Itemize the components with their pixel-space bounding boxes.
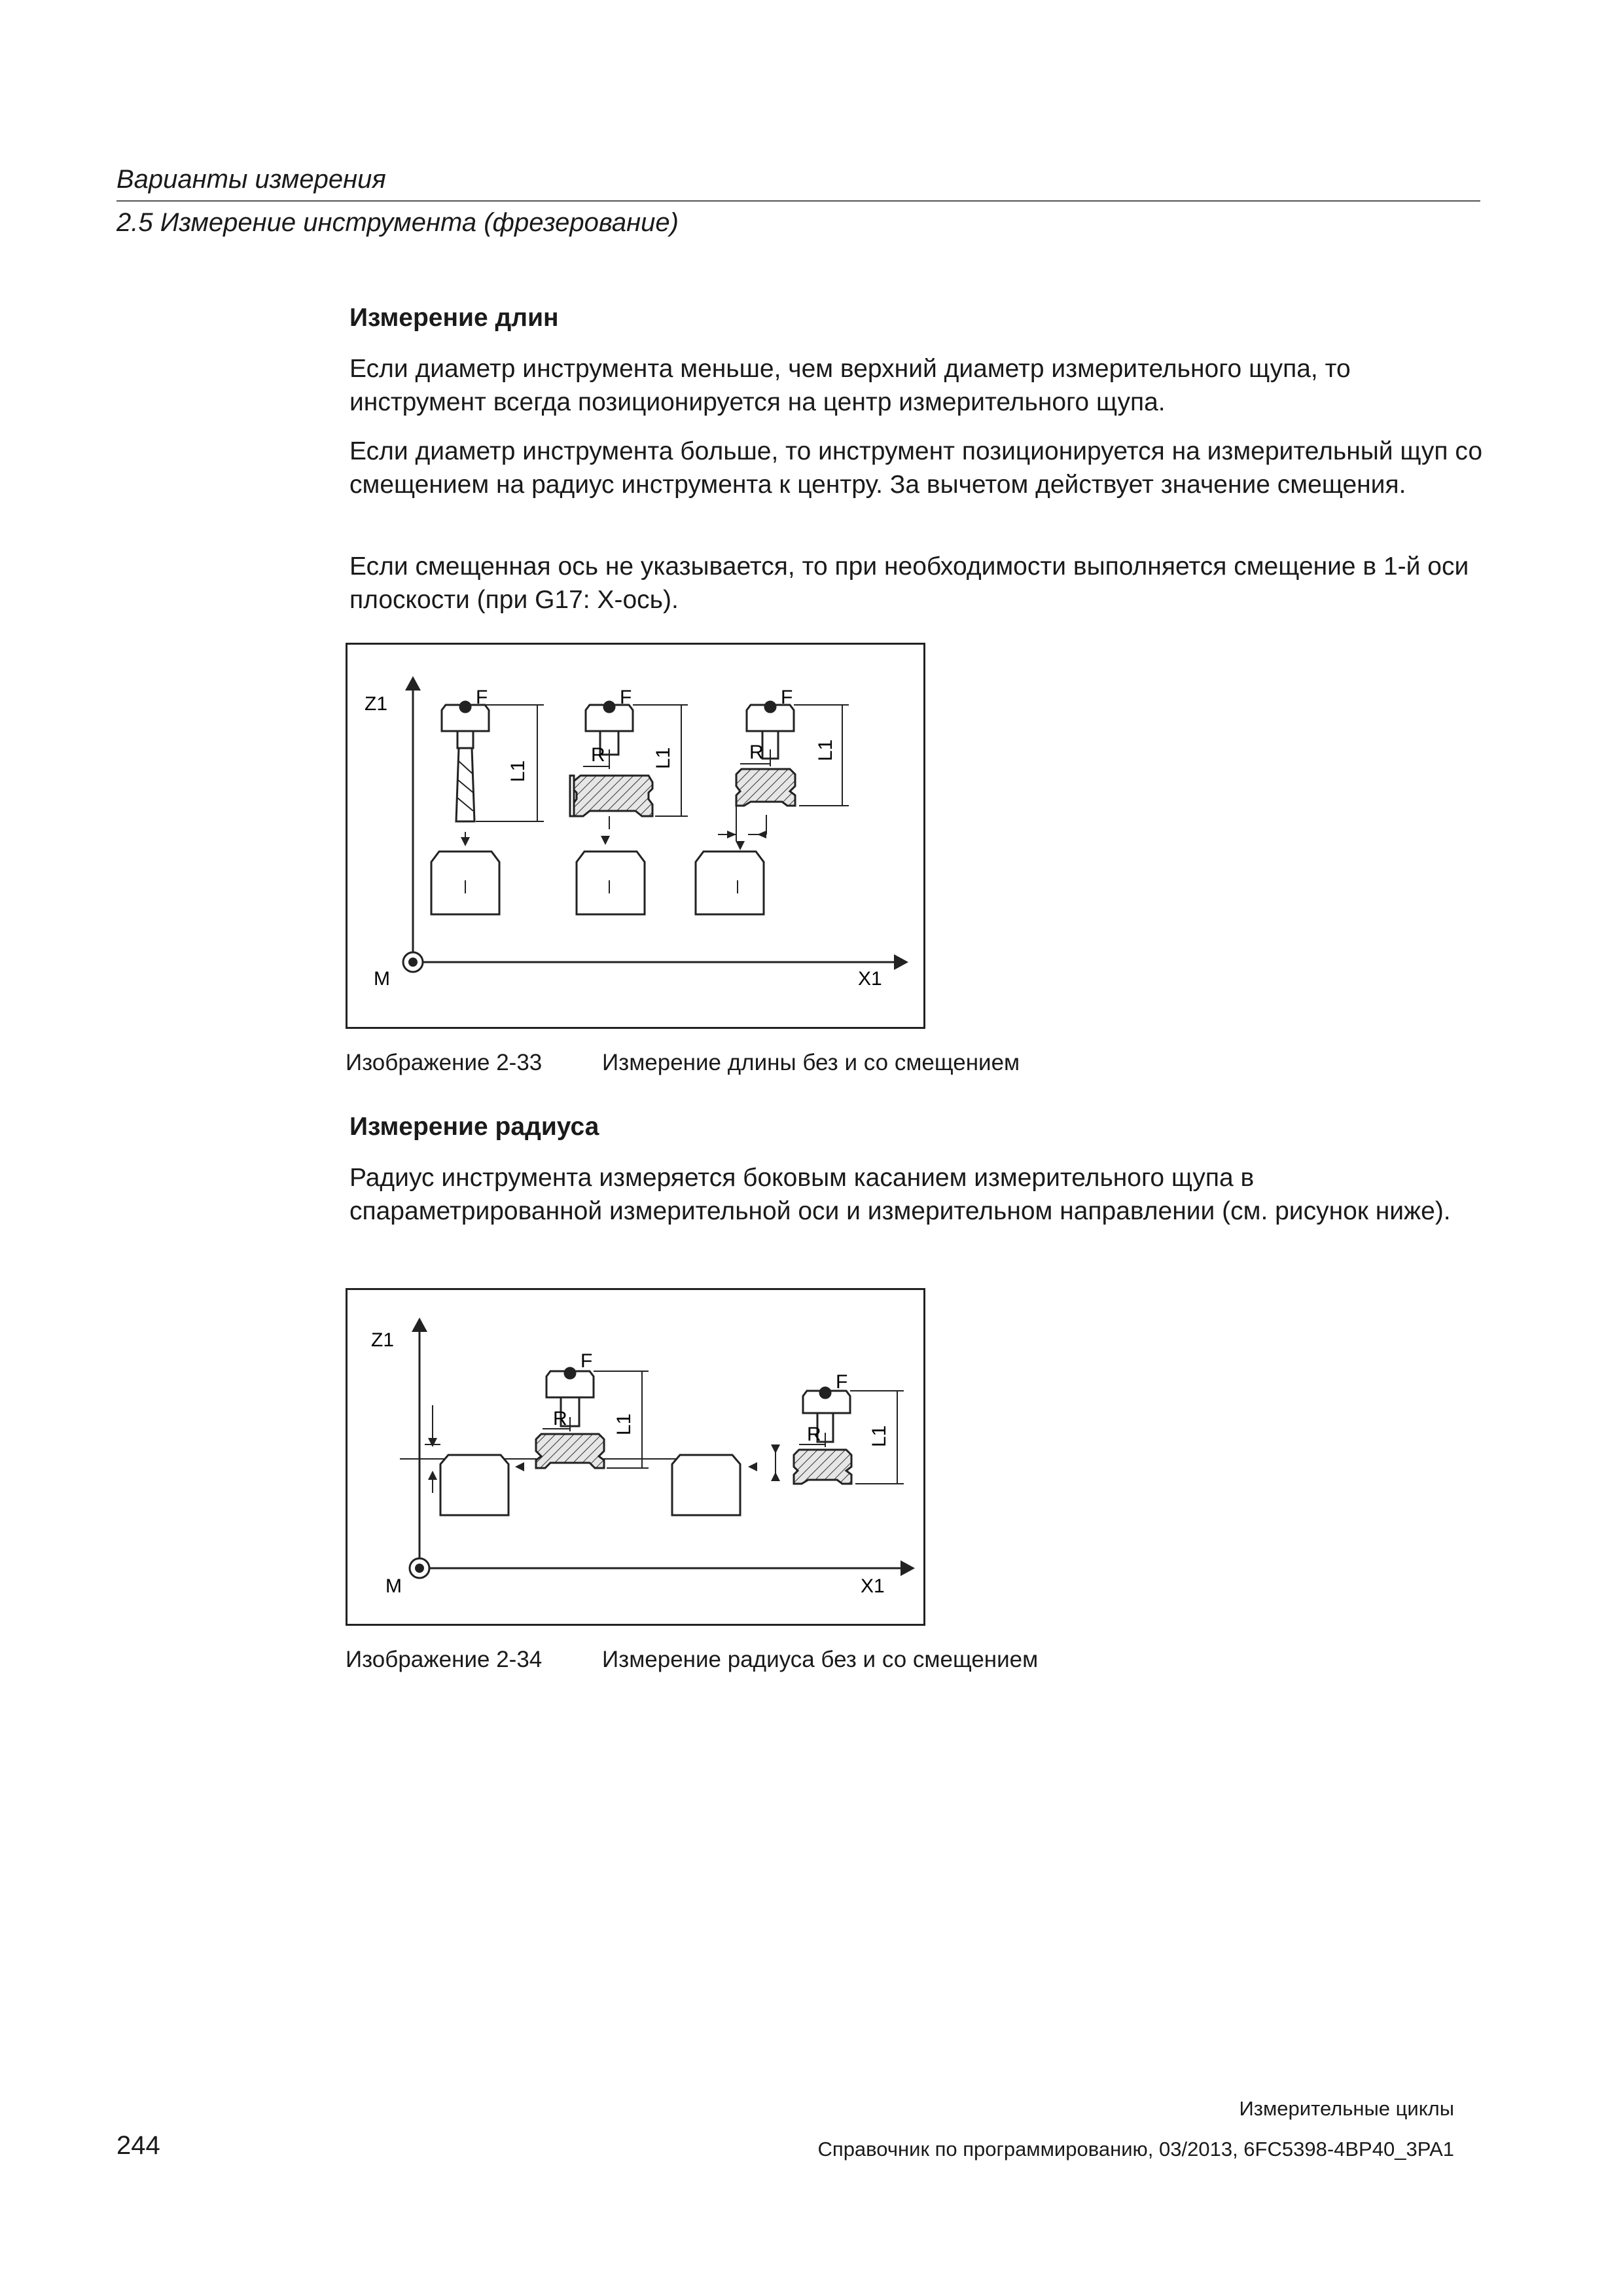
- tool-end-mill: [442, 702, 489, 821]
- length-paragraph-3: Если смещенная ось не указывается, то при необходимости выполняется смещение в 1-й оси плоскости (при G17: X-ось).: [349, 552, 1469, 614]
- probe-b: [672, 1455, 740, 1515]
- z-axis-label: Z1: [365, 693, 388, 715]
- figure-length-measurement: [346, 643, 925, 1029]
- length-paragraph-1: Если диаметр инструмента меньше, чем верхний диаметр измерительного щупа, то инструмент всегда позиционируется на центр измерительного щупа.: [349, 355, 1351, 416]
- tool-disc-cutter-offset: [736, 702, 795, 806]
- tool-disc-cutter: [570, 702, 652, 816]
- tool-2-l1-label: L1: [652, 747, 674, 769]
- radius-heading: Измерение радиуса: [349, 1113, 599, 1141]
- tool-3-contact-arrow: [736, 841, 745, 850]
- tool-3-f-label: F: [781, 687, 793, 708]
- z-axis-arrow: [405, 676, 421, 691]
- figure-2-caption-number: Изображение 2-34: [346, 1647, 543, 1672]
- tool-b-disc-cutter: [794, 1388, 851, 1484]
- footer-reference: Справочник по программированию, 03/2013, 6FC5398-4BP40_3PA1: [817, 2138, 1454, 2161]
- figure-1-caption-number: Изображение 2-33: [346, 1050, 543, 1075]
- page-number: 244: [116, 2131, 160, 2160]
- probe-3: [693, 852, 770, 914]
- tool-2-contact-arrow: [601, 836, 610, 845]
- tool-2-f-label: F: [620, 687, 632, 708]
- tool-b-contact-arrow: [748, 1462, 757, 1471]
- tool-1-f-label: F: [476, 687, 488, 708]
- footer-book-title: Измерительные циклы: [1239, 2097, 1454, 2120]
- chapter-title: Варианты измерения: [116, 165, 386, 194]
- tool-a-contact-arrow: [515, 1462, 524, 1471]
- figure-2-caption-text: Измерение радиуса без и со смещением: [602, 1647, 1039, 1672]
- tool-2-r-label: R: [591, 744, 605, 766]
- tool-a-f-label: F: [580, 1350, 593, 1372]
- figure-radius-measurement: [346, 1288, 925, 1626]
- probe-a: [440, 1455, 508, 1515]
- tool-a-l1-label: L1: [613, 1413, 635, 1435]
- origin-label: M: [374, 968, 390, 990]
- x-axis-arrow: [894, 954, 908, 970]
- tool-3-r-label: R: [749, 742, 764, 763]
- tool-3-l1-label: L1: [815, 739, 836, 761]
- x-axis-label: X1: [858, 968, 882, 990]
- tool-b-f-label: F: [836, 1371, 848, 1393]
- length-paragraph-2: Если диаметр инструмента больше, то инструмент позиционируется на измерительный щуп со смещением на радиус инструмента к центру. За вычетом действует значение смещения.: [349, 437, 1483, 499]
- tool-b-r-label: R: [807, 1424, 821, 1445]
- header-rule: [116, 200, 1480, 202]
- origin-symbol: [410, 1558, 429, 1578]
- tool-3-offset-dimension: [718, 806, 766, 841]
- origin-symbol: [403, 952, 423, 972]
- z-axis-arrow: [412, 1318, 427, 1332]
- section-title: 2.5 Измерение инструмента (фрезерование): [116, 208, 679, 237]
- length-heading: Измерение длин: [349, 304, 559, 332]
- figure-1-caption-text: Измерение длины без и со смещением: [602, 1050, 1020, 1075]
- x-axis-label: X1: [861, 1575, 885, 1597]
- tool-b-l1-label: L1: [868, 1425, 890, 1447]
- x-axis-arrow: [901, 1560, 915, 1576]
- probe-1: [431, 852, 499, 914]
- radius-paragraph-1: Радиус инструмента измеряется боковым касанием измерительного щупа в спараметрированной измерительной оси и измерительном направлении (см. рисунок ниже).: [349, 1164, 1451, 1225]
- tool-a-r-label: R: [553, 1408, 567, 1429]
- tool-1-l1-label: L1: [507, 760, 529, 782]
- origin-label: M: [385, 1575, 402, 1597]
- probe-2: [577, 852, 645, 914]
- z-axis-label: Z1: [371, 1329, 395, 1351]
